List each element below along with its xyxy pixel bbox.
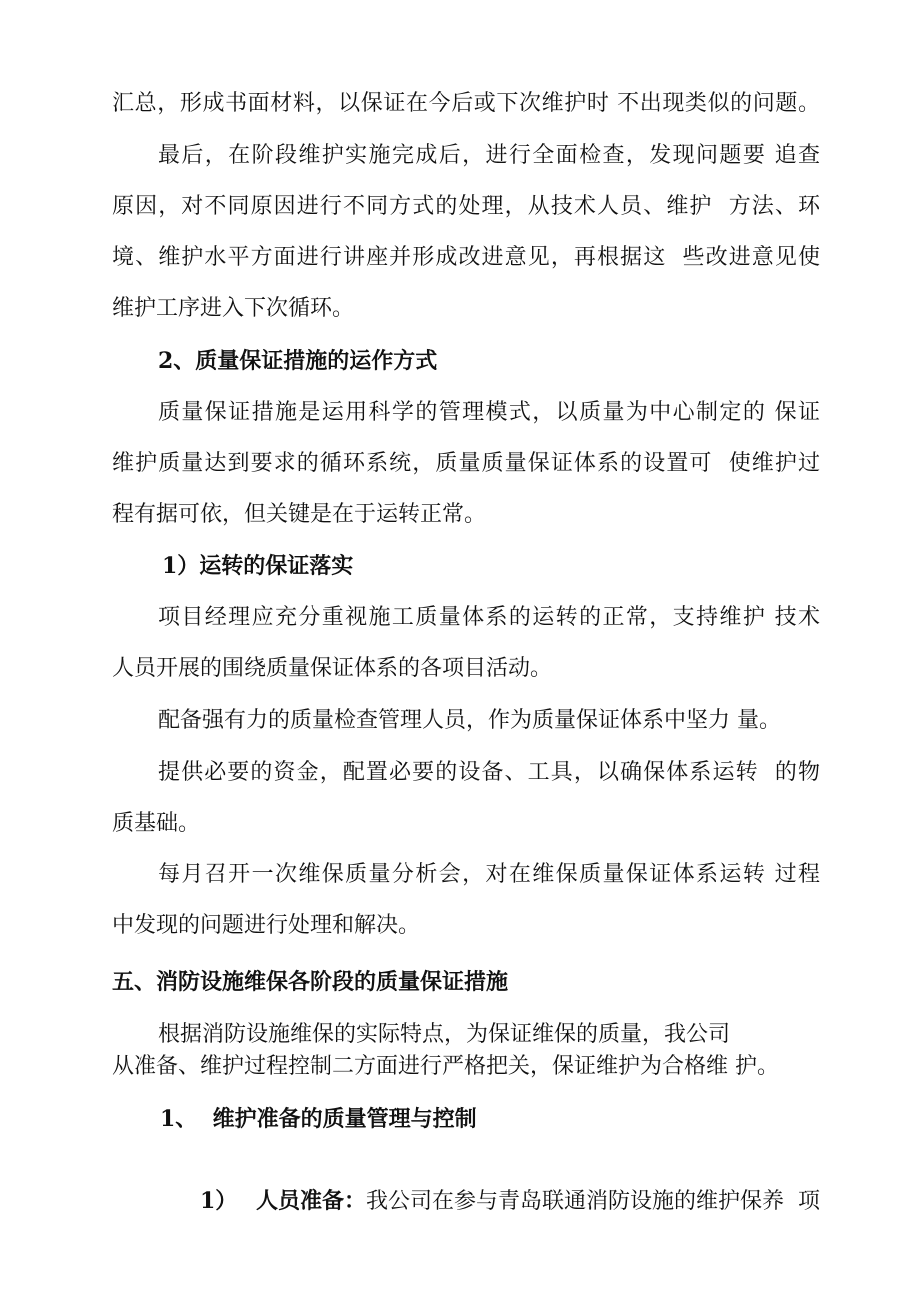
paragraph-line: 最后，在阶段维护实施完成后，进行全面检查，发现问题要 追查: [158, 143, 820, 168]
paragraph-line: 项目经理应充分重视施工质量体系的运转的正常，支持维护 技术: [158, 605, 820, 630]
paragraph-line: 境、维护水平方面进行讲座并形成改进意见，再根据这 些改进意见使: [112, 245, 820, 270]
paragraph-line: 程有据可依，但关键是在于运转正常。: [112, 502, 487, 527]
paragraph-line: 质量保证措施是运用科学的管理模式，以质量为中心制定的 保证: [158, 400, 820, 425]
paragraph-line: 提供必要的资金，配置必要的设备、工具，以确保体系运转 的物: [158, 760, 820, 785]
paragraph-line: 从准备、维护过程控制二方面进行严格把关，保证维护为合格维 护。: [112, 1054, 779, 1079]
paragraph-line: 质基础。: [112, 811, 201, 836]
list-item: [172, 1156, 820, 1247]
list-item-number: 1）: [199, 1188, 238, 1214]
paragraph-line: 维护工序进入下次循环。: [112, 296, 355, 321]
list-item-label: 人员准备：: [255, 1188, 366, 1214]
paragraph-line: 每月召开一次维保质量分析会，对在维保质量保证体系运转 过程: [158, 862, 820, 887]
chapter-heading: 五、消防设施维保各阶段的质量保证措施: [112, 969, 509, 995]
paragraph-line: 配备强有力的质量检查管理人员，作为质量保证体系中坚力 量。: [158, 708, 781, 733]
paragraph-line: 根据消防设施维保的实际特点，为保证维保的质量，我公司: [158, 1022, 731, 1047]
list-item-text: 我公司在参与青岛联通消防设施的维护保养 项: [366, 1189, 820, 1214]
paragraph-line: 汇总，形成书面材料，以保证在今后或下次维护时 不出现类似的问题。: [112, 91, 820, 116]
subsection-heading: 1）运转的保证落实: [162, 553, 354, 579]
subsection-heading: 1、 维护准备的质量管理与控制: [160, 1106, 477, 1132]
section-heading: 2、质量保证措施的运作方式: [158, 348, 438, 374]
paragraph-line: 维护质量达到要求的循环系统，质量质量保证体系的设置可 使维护过: [112, 451, 820, 476]
paragraph-line: 中发现的问题进行处理和解决。: [112, 913, 421, 938]
paragraph-line: 原因，对不同原因进行不同方式的处理，从技术人员、维护 方法、环: [112, 194, 820, 219]
paragraph-line: 人员开展的围绕质量保证体系的各项目活动。: [112, 656, 553, 681]
